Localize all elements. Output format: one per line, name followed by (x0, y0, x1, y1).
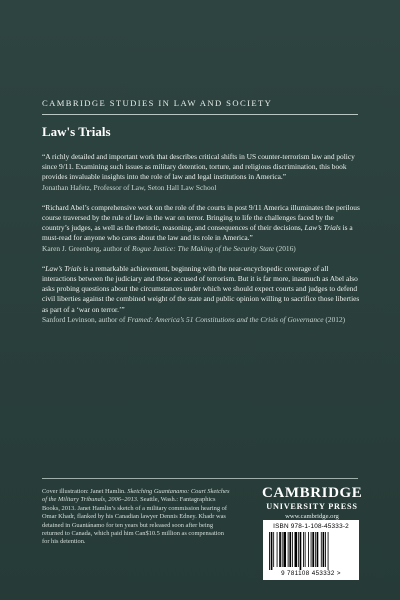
attribution-author: Karen J. Greenberg, author of (42, 243, 132, 253)
quote-text-part: is a must-read for anyone who cares about the law and its role in America.” (42, 223, 353, 243)
barcode-bar (273, 532, 274, 567)
attribution-year: (2016) (274, 243, 296, 253)
credit-part: Cover illustration: Janet Hamlin. (42, 488, 128, 495)
cover-credit (42, 488, 230, 547)
endorsement (42, 152, 360, 193)
barcode-bar (282, 532, 283, 567)
attribution-book: Rogue Justice: The Making of the Security State (131, 243, 275, 253)
barcode-bar (271, 532, 273, 570)
barcode-bar (312, 532, 314, 567)
credit-part: Seattle, Wash.: Fantagraphics Books, 2013. Janet Hamlin’s sketch of a military commission hearing of Omar Khadr, flanked by his Canadian lawyer Dennis Edney. Khadr was detained in Guantánamo for ten years but released soon after being returned to Canada, which paid him Can$10.5 million as compensation for his detention. (42, 496, 227, 546)
credit-source-title: Sketching Guantanamo: Court Sketches of the Military Tribunals, 2006–2013. (42, 488, 230, 504)
book-title: Law's Trials (42, 124, 111, 139)
barcode-digits: 9 781108 453332 > (281, 570, 341, 577)
barcode-bar (305, 532, 306, 567)
bottom-divider (42, 478, 358, 479)
barcode-bar (292, 532, 293, 567)
quote-text-part: “Richard Abel’s comprehensive work on the role of the courts in post 9/11 America illuminates the perilous course traversed by the rule of law in the war on terror. Bringing to life the challenges faced by the country’s judges, as well as the rhetoric, reasoning, and consequences of their decisions, (42, 202, 360, 233)
barcode-bar (300, 532, 302, 570)
series-title: CAMBRIDGE STUDIES IN LAW AND SOCIETY (42, 98, 273, 108)
barcode-bar (269, 532, 270, 570)
barcode-bar (308, 532, 309, 567)
barcode-bar (303, 532, 304, 567)
barcode-bar (325, 532, 326, 567)
endorsement (42, 203, 360, 254)
quote-text (42, 203, 360, 244)
attribution-book: Framed: America’s 51 Constitutions and the Crisis of Governance (127, 314, 324, 324)
quote-attribution (42, 315, 360, 325)
divider-rule (42, 114, 358, 115)
barcode (263, 520, 359, 580)
barcode-bar (323, 532, 325, 567)
attribution-year: (2012) (323, 314, 346, 324)
barcode-bar (289, 532, 291, 567)
publisher-logo (262, 486, 362, 521)
publisher-subname: UNIVERSITY PRESS (266, 502, 358, 511)
endorsement (42, 264, 360, 325)
isbn-label: ISBN 978-1-108-45333-2 (273, 523, 349, 530)
barcode-bar (279, 532, 281, 567)
barcode-bar (288, 532, 289, 567)
quote-attribution: Jonathan Hafetz, Professor of Law, Seton Hall Law School (42, 182, 217, 192)
quote-book-title: Law’s Trials (304, 223, 341, 233)
barcode-bar (295, 532, 298, 567)
attribution-author: Sanford Levinson, author of (42, 314, 128, 324)
quote-text-part: is a remarkable achievement, beginning with the near-encyclopedic coverage of all interactions between the judiciary and those accused of terrorism. But it is far more, inasmuch as Abel also asks probing questions about the circumstances under which we should expect courts and judges to defend civil liberties against the combined weight of the state and public opinion willing to sacrifice those liberties as part of a ‘war on terror.’” (42, 263, 360, 314)
barcode-bar (311, 532, 312, 567)
barcode-bar (317, 532, 319, 567)
publisher-url: www.cambridge.org (285, 513, 339, 520)
barcode-bar (283, 532, 286, 567)
barcode-bar (298, 532, 299, 567)
quote-attribution (42, 244, 360, 254)
barcode-bar (277, 532, 278, 567)
quote-text: “A richly detailed and important work that describes critical shifts in US counter-terrorism law and policy since 9/11. Examining such issues as military detention, torture, and religious discrimination, this book provides invaluable insights into the role of law and legal institutions in America.” (42, 152, 355, 182)
barcode-bar (315, 532, 316, 567)
quote-text-part: “ (42, 263, 46, 273)
barcode-bar (328, 532, 329, 570)
publisher-name: CAMBRIDGE (262, 485, 363, 501)
quote-text (42, 264, 360, 315)
quote-book-title: Law’s Trials (45, 263, 82, 273)
barcode-bar (321, 532, 322, 567)
endorsements (42, 152, 360, 335)
barcode-bars (269, 532, 353, 570)
